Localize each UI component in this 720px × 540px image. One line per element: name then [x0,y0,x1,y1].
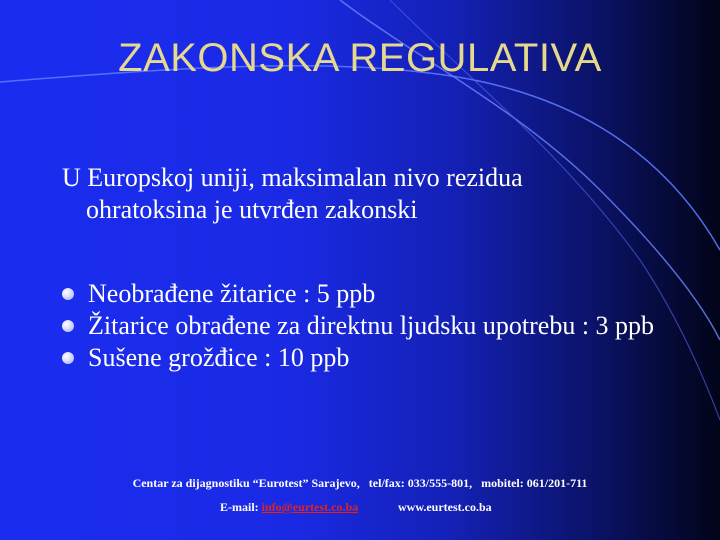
list-item [62,342,682,374]
website-text: www.eurtest.co.ba [398,500,492,514]
bullet-text: Sušene grožđice : 10 ppb [88,343,350,372]
bullet-text: Neobrađene žitarice : 5 ppb [88,279,376,308]
email-label: E-mail: [220,500,262,514]
bullet-list [62,278,682,374]
bullet-icon [62,352,74,364]
footer-email-line [220,500,358,515]
bullet-icon [62,288,74,300]
email-link[interactable]: info@eurtest.co.ba [261,500,359,514]
bullet-text: Žitarice obrađene za direktnu ljudsku upotrebu : 3 ppb [88,311,655,340]
page-title: ZAKONSKA REGULATIVA [118,36,602,80]
bullet-icon [62,320,74,332]
list-item [62,278,682,310]
list-item [62,310,682,342]
footer-contact-line: Centar za dijagnostiku “Eurotest” Sarajevo, tel/fax: 033/555-801, mobitel: 061/201-711 [132,476,588,490]
intro-paragraph: U Europskoj uniji, maksimalan nivo rezidua ohratoksina je utvrđen zakonski [62,163,523,224]
